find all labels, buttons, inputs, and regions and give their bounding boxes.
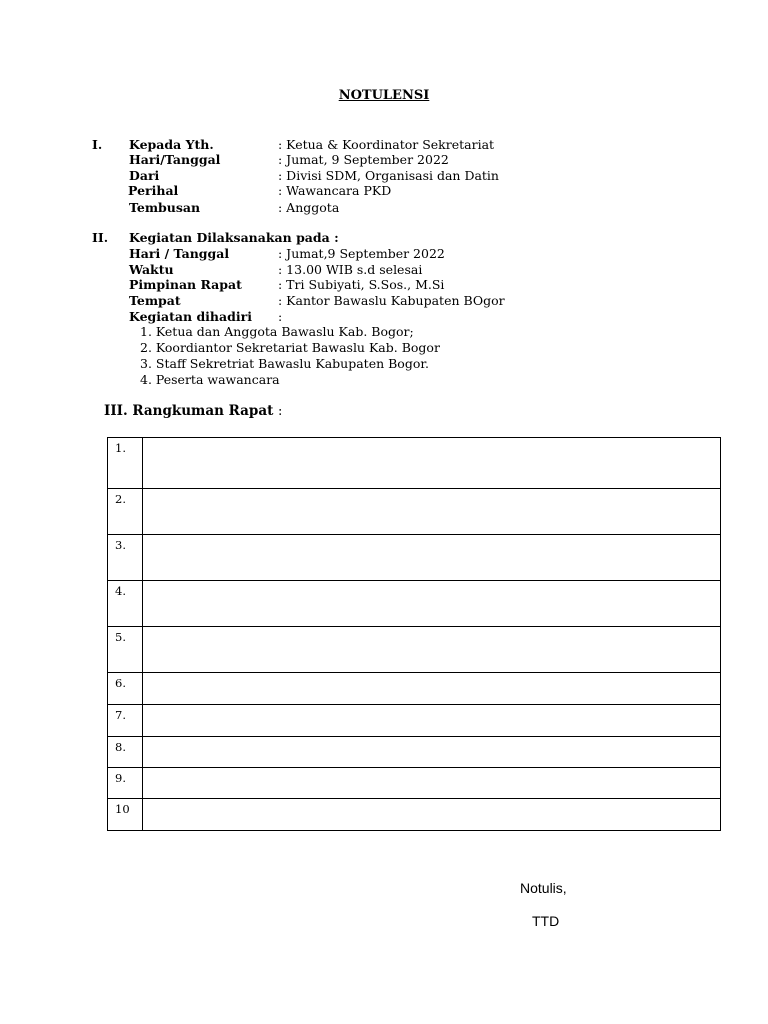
row-number: 4. <box>108 581 143 627</box>
table-row <box>108 737 721 768</box>
row-content[interactable] <box>143 673 721 705</box>
table-row <box>108 438 721 489</box>
signature-label: Notulis, <box>520 880 567 896</box>
table-row <box>108 799 721 831</box>
row-number: 7. <box>108 705 143 737</box>
row-content[interactable] <box>143 438 721 489</box>
field-label-dari: Dari <box>129 168 160 183</box>
field-value-pimpinan-rapat: : Tri Subiyati, S.Sos., M.Si <box>278 277 445 292</box>
attendee-item: 3. Staff Sekretriat Bawaslu Kabupaten Bogor. <box>140 356 429 371</box>
row-content[interactable] <box>143 581 721 627</box>
field-value-hari-tanggal-2: : Jumat,9 September 2022 <box>278 246 445 261</box>
row-content[interactable] <box>143 799 721 831</box>
row-number: 6. <box>108 673 143 705</box>
field-value-perihal: : Wawancara PKD <box>278 183 392 198</box>
field-label-kepada: Kepada Yth. <box>129 137 214 152</box>
field-label-kegiatan-dihadiri: Kegiatan dihadiri <box>129 309 252 324</box>
section-3-number: III. <box>104 403 128 419</box>
field-label-perihal: Perihal <box>128 183 179 198</box>
section-3-colon: : <box>278 404 283 419</box>
document-title: NOTULENSI <box>338 88 430 103</box>
field-label-waktu: Waktu <box>129 262 174 277</box>
attendee-item: 1. Ketua dan Anggota Bawaslu Kab. Bogor; <box>140 324 414 339</box>
section-3-heading <box>104 403 273 419</box>
field-value-waktu: : 13.00 WIB s.d selesai <box>278 262 423 277</box>
table-row <box>108 535 721 581</box>
attendee-item: 2. Koordiantor Sekretariat Bawaslu Kab. Bogor <box>140 340 440 355</box>
section-2-heading: Kegiatan Dilaksanakan pada : <box>129 230 339 245</box>
field-value-tempat: : Kantor Bawaslu Kabupaten BOgor <box>278 293 505 308</box>
section-2-number: II. <box>92 230 109 245</box>
row-number: 9. <box>108 768 143 799</box>
section-1-number: I. <box>92 137 103 152</box>
table-row <box>108 705 721 737</box>
field-value-kegiatan-dihadiri: : <box>278 309 283 324</box>
row-number: 1. <box>108 438 143 489</box>
row-number: 2. <box>108 489 143 535</box>
table-row <box>108 581 721 627</box>
summary-table <box>107 437 721 831</box>
field-value-tembusan: : Anggota <box>278 200 340 215</box>
table-row <box>108 673 721 705</box>
signature-ttd: TTD <box>532 913 560 929</box>
table-row <box>108 627 721 673</box>
row-content[interactable] <box>143 737 721 768</box>
field-value-dari: : Divisi SDM, Organisasi dan Datin <box>278 168 499 183</box>
table-row <box>108 768 721 799</box>
row-content[interactable] <box>143 627 721 673</box>
row-content[interactable] <box>143 535 721 581</box>
row-content[interactable] <box>143 489 721 535</box>
table-row <box>108 489 721 535</box>
field-label-hari-tanggal-2: Hari / Tanggal <box>129 246 230 261</box>
field-value-hari-tanggal: : Jumat, 9 September 2022 <box>278 152 449 167</box>
field-value-kepada: : Ketua & Koordinator Sekretariat <box>278 137 495 152</box>
field-label-hari-tanggal: Hari/Tanggal <box>129 152 221 167</box>
row-number: 10 <box>108 799 143 831</box>
row-number: 8. <box>108 737 143 768</box>
field-label-tempat: Tempat <box>129 293 181 308</box>
row-number: 5. <box>108 627 143 673</box>
attendee-item: 4. Peserta wawancara <box>140 372 280 387</box>
row-content[interactable] <box>143 705 721 737</box>
section-3-title: Rangkuman Rapat <box>132 403 274 419</box>
field-label-tembusan: Tembusan <box>129 200 201 215</box>
row-number: 3. <box>108 535 143 581</box>
field-label-pimpinan-rapat: Pimpinan Rapat <box>129 277 242 292</box>
row-content[interactable] <box>143 768 721 799</box>
